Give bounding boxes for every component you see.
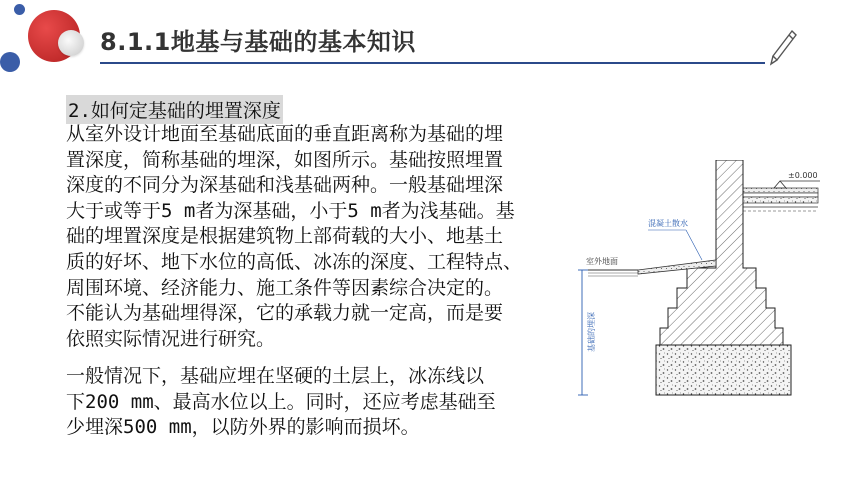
paragraph-line: 深度的不同分为深基础和浅基础两种。一般基础埋深 xyxy=(66,174,504,197)
paragraph-line: 不能认为基础埋得深，它的承载力就一定高，而是要 xyxy=(66,302,504,325)
paragraph-line: 从室外设计地面至基础底面的垂直距离称为基础的埋 xyxy=(66,123,504,145)
depth-label: 基础的埋深 xyxy=(587,312,596,352)
paragraph-1 xyxy=(66,122,522,352)
paragraph-2 xyxy=(66,364,496,441)
decor-dot-grey xyxy=(58,30,84,56)
decor-dot-blue-small xyxy=(14,4,25,15)
slide-title: 8.1.1地基与基础的基本知识 xyxy=(100,28,416,56)
paragraph-line: 周围环境、经济能力、施工条件等因素综合决定的。 xyxy=(66,276,504,299)
concrete-apron-label: 混凝土散水 xyxy=(648,219,688,228)
outdoor-ground-label: 室外地面 xyxy=(586,257,618,266)
paragraph-line: 大于或等于5 m者为深基础，小于5 m者为浅基础。基 xyxy=(66,199,515,222)
paragraph-line: 下200 mm、最高水位以上。同时，还应考虑基础至 xyxy=(66,390,496,413)
paragraph-line: 质的好坏、地下水位的高低、冰冻的深度、工程特点、 xyxy=(66,250,523,273)
decor-dot-blue-medium xyxy=(0,52,20,72)
paragraph-line: 依照实际情况进行研究。 xyxy=(66,327,276,350)
paragraph-line: 一般情况下，基础应埋在坚硬的土层上，冰冻线以 xyxy=(66,365,485,387)
paragraph-line: 置深度，简称基础的埋深，如图所示。基础按照埋置 xyxy=(66,148,504,171)
foundation-depth-diagram xyxy=(578,160,823,400)
elevation-label: ±0.000 xyxy=(788,171,818,180)
paragraph-line: 少埋深500 mm，以防外界的影响而损坏。 xyxy=(66,416,420,439)
section-heading: 2.如何定基础的埋置深度 xyxy=(66,95,283,124)
paragraph-line: 础的埋置深度是根据建筑物上部荷载的大小、地基土 xyxy=(66,225,504,248)
pencil-icon xyxy=(768,28,798,70)
title-underline xyxy=(100,62,765,64)
